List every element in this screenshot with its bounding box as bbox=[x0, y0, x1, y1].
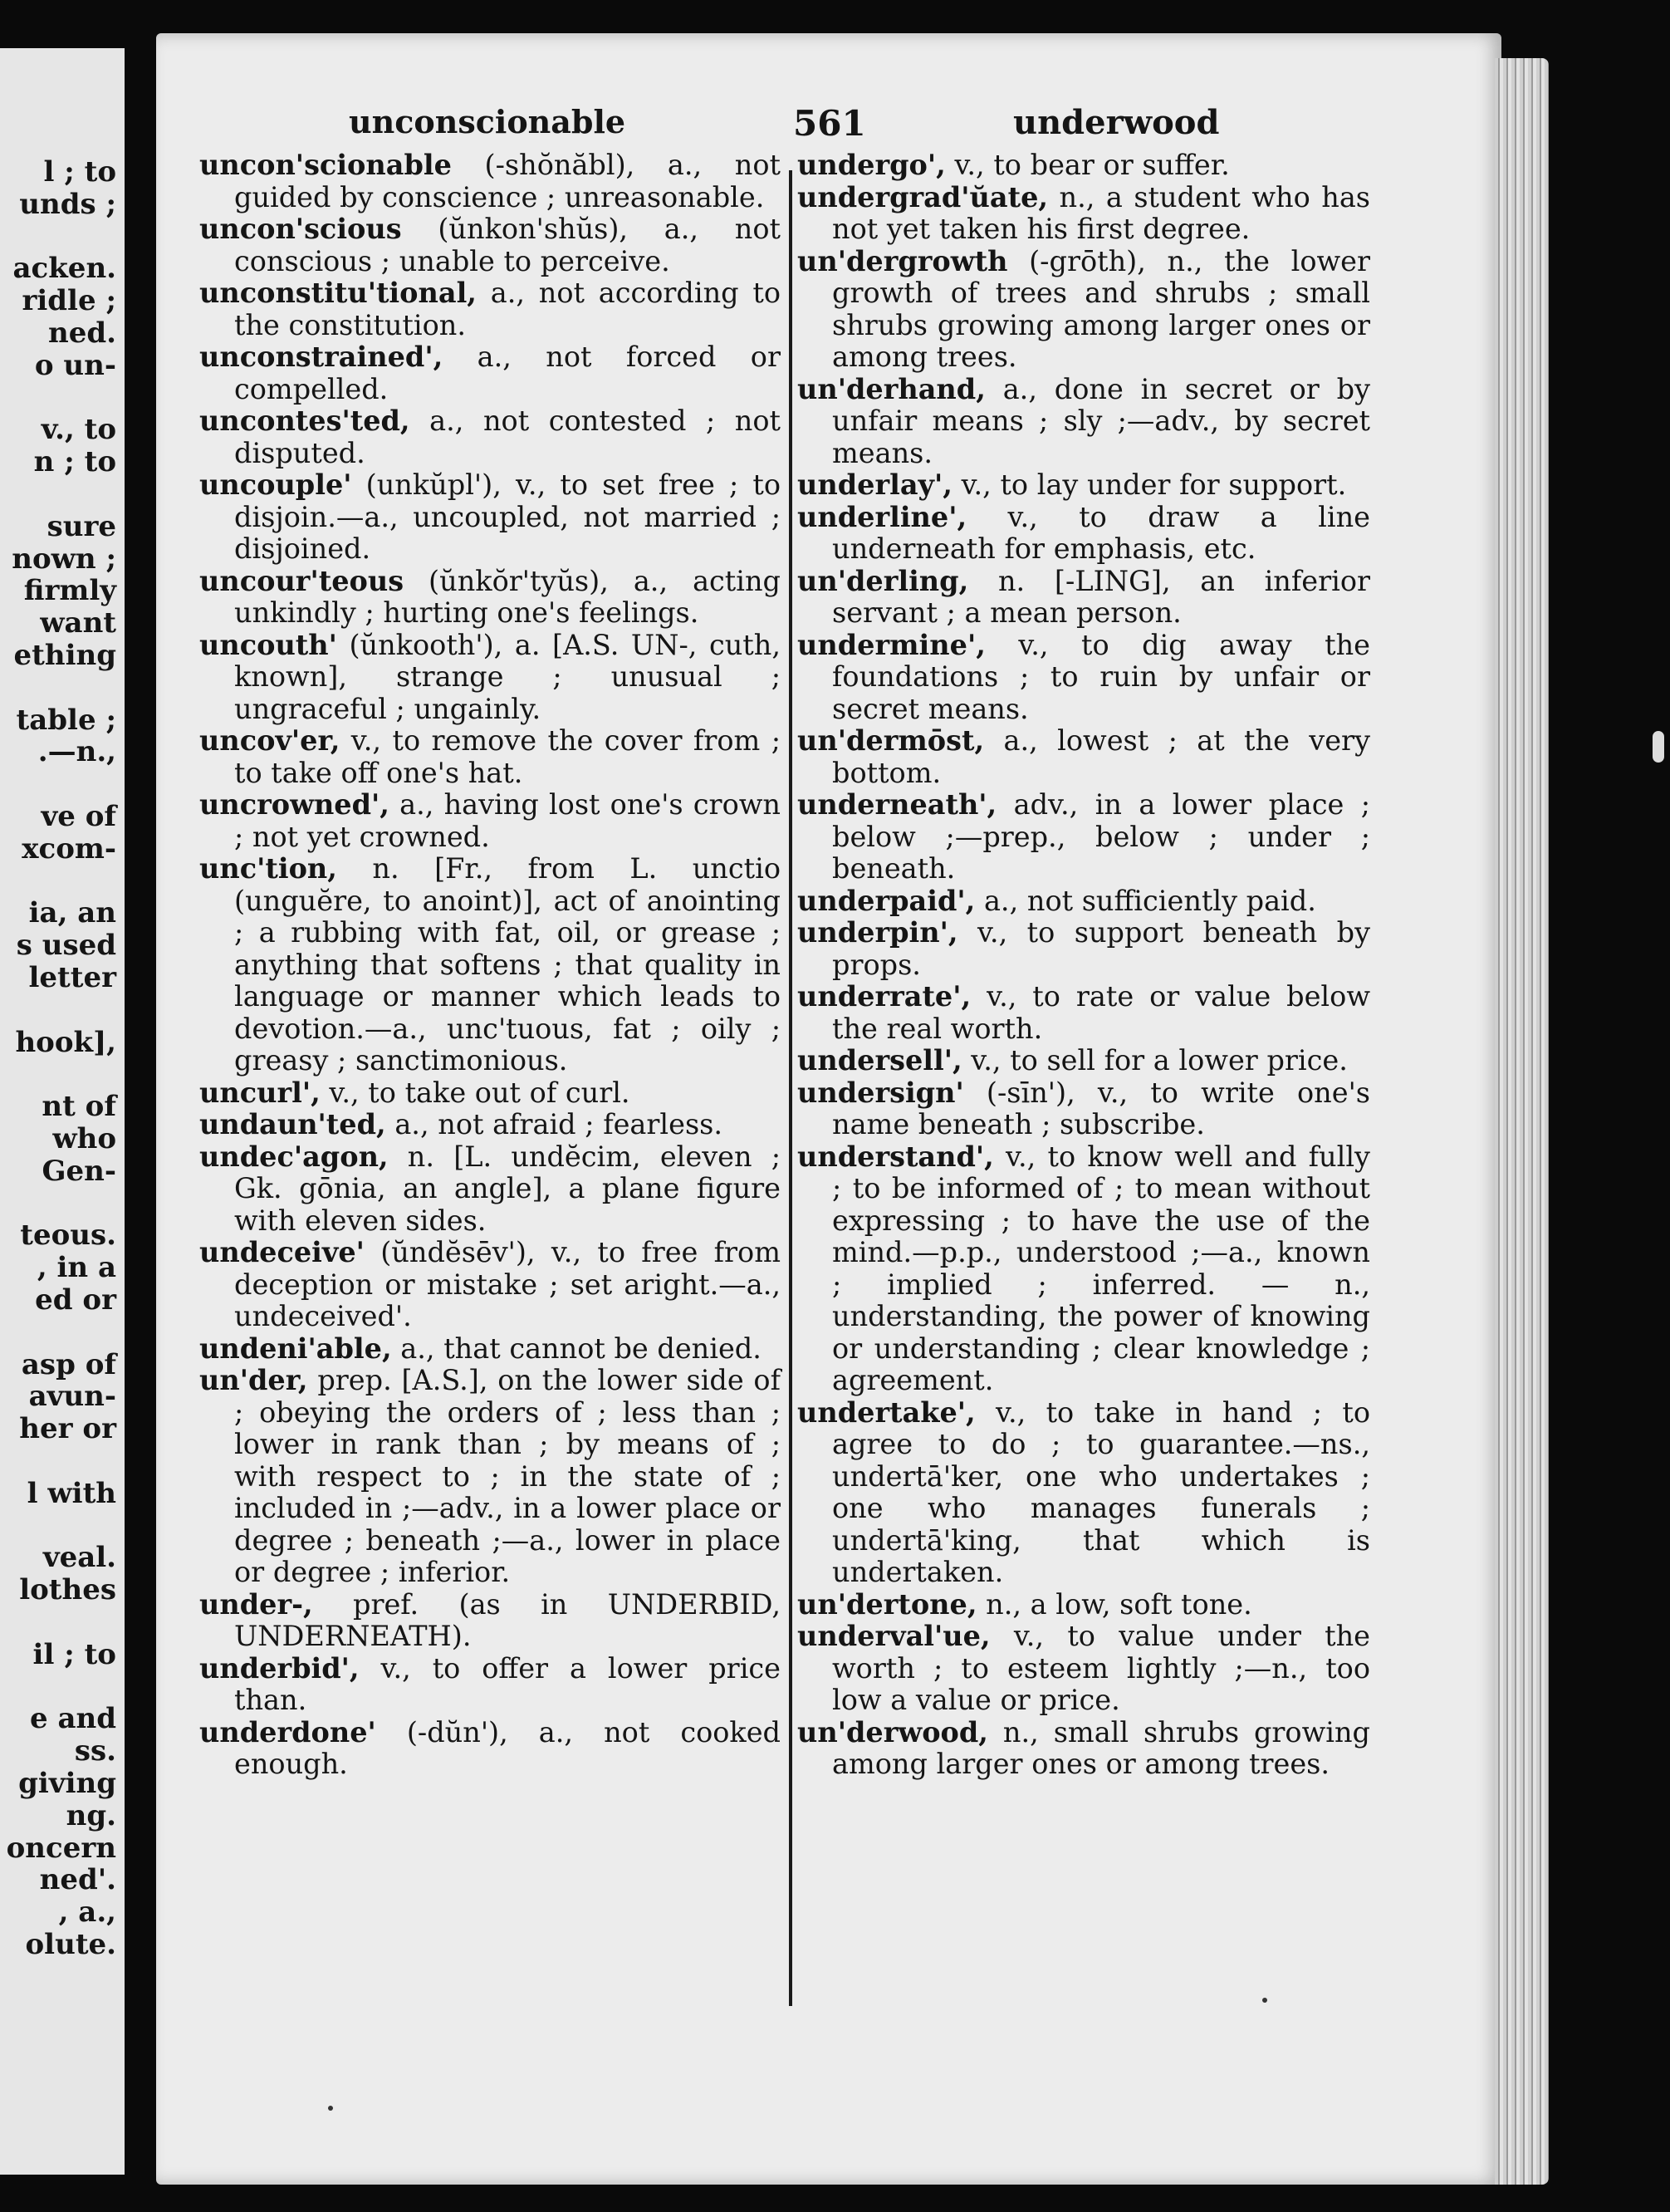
entry-definition: a., not afraid ; fearless. bbox=[385, 1108, 722, 1140]
entry-headword: unconstrained', bbox=[199, 341, 443, 373]
left-guide-word: unconscionable bbox=[349, 103, 626, 140]
dictionary-entry bbox=[199, 341, 781, 405]
entry-definition: prep. [A.S.], on the lower side of ; obeying the orders of ; less than ; lower in rank than ; by means of ; with respect to ; in the state of ; included in ;—adv., in a lower place or degree ; beneath ;—a., lower in place or degree ; inferior. bbox=[234, 1364, 781, 1588]
entry-definition: (ŭnkon'shŭs), a., not conscious ; unable to perceive. bbox=[234, 213, 781, 277]
dictionary-entry bbox=[199, 1365, 781, 1589]
left-page-fragment: ia, an bbox=[28, 896, 116, 930]
entry-definition: v., to bear or suffer. bbox=[945, 149, 1230, 181]
left-page-fragment: her or bbox=[19, 1412, 116, 1446]
entry-definition: n. [Fr., from L. unctio (unguĕre, to anoint)], act of anointing ; a rubbing with fat, oil, or grease ; anything that softens ; that quality in language or manner which leads to devotion.—a., unc'tuous, fat ; oily ; greasy ; sanctimonious. bbox=[234, 852, 781, 1077]
entry-headword: un'dergrowth bbox=[797, 244, 1008, 277]
dictionary-entry bbox=[199, 1077, 781, 1110]
right-guide-word: underwood bbox=[1013, 103, 1220, 142]
entry-definition: v., to take in hand ; to agree to do ; to guarantee.—ns., undertā'ker, one who undertakes ; one who manages funerals ; undertā'king, that which is undertaken. bbox=[832, 1395, 1370, 1588]
left-page-fragment: v., to bbox=[41, 413, 116, 447]
page-number: 561 bbox=[793, 103, 866, 144]
left-page-fragment: acken. bbox=[12, 252, 116, 286]
entry-definition: a., having lost one's crown ; not yet crowned. bbox=[234, 788, 781, 853]
entry-definition: v., to rate or value below the real worth. bbox=[832, 980, 1370, 1045]
left-page-fragment: ething bbox=[13, 639, 116, 672]
left-page-fragment: sure bbox=[47, 509, 116, 543]
left-page-fragment: s used bbox=[16, 929, 116, 963]
left-page-fragment: table ; bbox=[16, 703, 116, 737]
left-page-fragment: l ; to bbox=[43, 155, 116, 189]
entry-definition: (ŭnkooth'), a. [A.S. UN-, cuth, known], strange ; unusual ; ungraceful ; ungainly. bbox=[234, 628, 781, 725]
left-page-fragment: who bbox=[52, 1122, 116, 1155]
dictionary-entry bbox=[199, 630, 781, 726]
entry-headword: unconstitu'tional, bbox=[199, 277, 477, 309]
entry-headword: underbid', bbox=[199, 1651, 360, 1685]
scan-speck bbox=[1262, 1998, 1267, 2003]
entry-definition: a., not according to the constitution. bbox=[234, 277, 781, 341]
entry-headword: underneath', bbox=[797, 788, 997, 821]
entry-definition: v., to offer a lower price than. bbox=[234, 1651, 781, 1716]
dictionary-entry bbox=[797, 566, 1370, 630]
dictionary-entry bbox=[797, 1397, 1370, 1589]
left-page-fragment: giving bbox=[18, 1767, 116, 1800]
entry-definition: (-grōth), n., the lower growth of trees and shrubs ; small shrubs growing among larger ones or among trees. bbox=[832, 244, 1370, 373]
left-page-fragment: il ; to bbox=[32, 1637, 116, 1671]
page-edges bbox=[1495, 58, 1549, 2185]
left-page-fragment: , a., bbox=[58, 1896, 116, 1930]
entry-headword: underpaid', bbox=[797, 884, 976, 917]
dictionary-entry bbox=[199, 213, 781, 277]
entry-headword: undergo', bbox=[797, 149, 946, 181]
dictionary-entry bbox=[199, 1333, 781, 1366]
entry-definition: a., not forced or compelled. bbox=[234, 341, 781, 405]
entry-headword: undeceive' bbox=[199, 1236, 365, 1268]
dictionary-entry bbox=[797, 1621, 1370, 1717]
entry-definition: n., small shrubs growing among larger ones or among trees. bbox=[832, 1715, 1370, 1780]
entry-headword: un'dertone, bbox=[797, 1587, 977, 1621]
entry-headword: underval'ue, bbox=[797, 1620, 991, 1652]
dictionary-entry bbox=[797, 917, 1370, 981]
entry-headword: un'der, bbox=[199, 1364, 308, 1396]
dictionary-entry bbox=[797, 725, 1370, 789]
entry-definition: n., a student who has not yet taken his first degree. bbox=[832, 180, 1370, 245]
scan-speck bbox=[1653, 731, 1664, 763]
entry-definition: (ŭndĕsēv'), v., to free from deception or mistake ; set aright.—a., undeceived'. bbox=[234, 1236, 781, 1332]
entry-definition: (-shŏnăbl), a., not guided by conscience ; unreasonable. bbox=[234, 149, 781, 213]
dictionary-entry bbox=[199, 566, 781, 630]
entry-headword: under-, bbox=[199, 1587, 313, 1621]
entry-headword: uncrowned', bbox=[199, 788, 389, 821]
right-column bbox=[797, 150, 1370, 1781]
entry-headword: unc'tion, bbox=[199, 852, 337, 885]
entry-definition: v., to dig away the foundations ; to ruin by unfair or secret means. bbox=[832, 628, 1370, 725]
left-page-fragment: n ; to bbox=[33, 445, 116, 479]
entry-headword: undermine', bbox=[797, 628, 986, 661]
left-page-fragment: letter bbox=[28, 961, 116, 994]
entry-definition: (-dŭn'), a., not cooked enough. bbox=[234, 1715, 781, 1780]
entry-headword: undersign' bbox=[797, 1076, 964, 1109]
left-page-fragment: , in a bbox=[37, 1251, 116, 1285]
entry-definition: v., to lay under for support. bbox=[952, 468, 1347, 501]
entry-definition: n. [L. undĕcim, eleven ; Gk. gōnia, an angle], a plane figure with eleven sides. bbox=[234, 1140, 781, 1237]
entry-definition: a., not sufficiently paid. bbox=[975, 884, 1316, 917]
dictionary-entry bbox=[797, 885, 1370, 918]
entry-definition: n. [-LING], an inferior servant ; a mean person. bbox=[832, 564, 1370, 629]
dictionary-entry bbox=[797, 789, 1370, 885]
entry-definition: v., to know well and fully ; to be informed of ; to mean without expressing ; to have the use of the mind.—p.p., understood ;—a., known ; implied ; inferred. — n., understanding, the power of knowing or understanding ; clear knowledge ; agreement. bbox=[832, 1140, 1370, 1396]
dictionary-entry bbox=[797, 981, 1370, 1045]
left-page-fragment: ned'. bbox=[39, 1863, 116, 1897]
entry-definition: v., to draw a line underneath for emphasis, etc. bbox=[832, 500, 1370, 565]
entry-definition: v., to sell for a lower price. bbox=[962, 1044, 1348, 1077]
dictionary-entry bbox=[199, 1589, 781, 1653]
left-page-fragment: .—n., bbox=[37, 735, 116, 769]
dictionary-entry bbox=[199, 405, 781, 469]
entry-headword: un'derhand, bbox=[797, 372, 986, 405]
dictionary-entry bbox=[797, 150, 1370, 182]
left-page-fragment: hook], bbox=[15, 1025, 116, 1059]
dictionary-entry bbox=[199, 1109, 781, 1141]
dictionary-entry bbox=[199, 277, 781, 341]
dictionary-entry bbox=[199, 853, 781, 1077]
dictionary-entry bbox=[199, 150, 781, 213]
left-page-fragment: nown ; bbox=[12, 542, 116, 576]
entry-headword: uncov'er, bbox=[199, 724, 340, 757]
entry-headword: underlay', bbox=[797, 468, 953, 501]
left-page-fragment: veal. bbox=[42, 1541, 116, 1575]
entry-definition: pref. (as in UNDERBID, UNDERNEATH). bbox=[234, 1587, 781, 1652]
entry-headword: undertake', bbox=[797, 1395, 976, 1429]
dictionary-entry bbox=[199, 725, 781, 789]
entry-headword: un'derling, bbox=[797, 564, 969, 597]
left-page-fragment: ned. bbox=[48, 316, 116, 350]
dictionary-entry bbox=[797, 374, 1370, 470]
left-page-fragment: lothes bbox=[19, 1573, 116, 1607]
dictionary-entry bbox=[797, 246, 1370, 374]
entry-headword: uncon'scionable bbox=[199, 149, 452, 181]
left-page-fragment: ridle ; bbox=[22, 284, 116, 318]
left-page-fragment: o un- bbox=[34, 348, 116, 382]
entry-headword: uncurl', bbox=[199, 1076, 321, 1109]
scan-speck bbox=[328, 2106, 333, 2111]
entry-headword: undec'agon, bbox=[199, 1140, 389, 1173]
entry-definition: n., a low, soft tone. bbox=[977, 1587, 1252, 1621]
entry-headword: undersell', bbox=[797, 1044, 962, 1077]
left-page-fragment: want bbox=[40, 606, 116, 640]
left-page-fragment: ve of bbox=[41, 800, 116, 833]
entry-headword: understand', bbox=[797, 1140, 994, 1173]
dictionary-entry bbox=[199, 469, 781, 566]
entry-definition: a., that cannot be denied. bbox=[391, 1332, 762, 1365]
dictionary-entry bbox=[199, 1717, 781, 1781]
entry-headword: underline', bbox=[797, 500, 967, 533]
dictionary-entry bbox=[797, 182, 1370, 246]
entry-headword: uncontes'ted, bbox=[199, 405, 410, 437]
dictionary-entry bbox=[199, 1237, 781, 1333]
entry-headword: un'dermōst, bbox=[797, 724, 985, 757]
entry-headword: uncour'teous bbox=[199, 564, 404, 597]
entry-headword: underdone' bbox=[199, 1715, 376, 1749]
dictionary-entry bbox=[797, 1717, 1370, 1781]
column-divider bbox=[789, 170, 792, 2006]
left-page-fragment: l with bbox=[27, 1476, 116, 1510]
entry-definition: (unkŭpl'), v., to set free ; to disjoin.—a., uncoupled, not married ; disjoined. bbox=[234, 468, 781, 565]
dictionary-entry bbox=[797, 469, 1370, 502]
entry-definition: v., to value under the worth ; to esteem lightly ;—n., too low a value or price. bbox=[832, 1620, 1370, 1716]
entry-headword: undeni'able, bbox=[199, 1332, 392, 1365]
entry-headword: uncouth' bbox=[199, 628, 337, 661]
left-page-fragment: asp of bbox=[21, 1347, 116, 1381]
dictionary-entry bbox=[797, 1589, 1370, 1621]
dictionary-entry bbox=[797, 1045, 1370, 1077]
entry-headword: underpin', bbox=[797, 916, 958, 949]
left-page-fragment: ss. bbox=[74, 1734, 116, 1768]
left-page-fragment: ng. bbox=[66, 1798, 116, 1832]
left-page-fragment: oncern bbox=[6, 1831, 116, 1865]
left-page-fragment: xcom- bbox=[22, 831, 116, 866]
entry-headword: uncouple' bbox=[199, 468, 352, 501]
left-page-fragment: e and bbox=[30, 1702, 116, 1736]
entry-headword: undaun'ted, bbox=[199, 1108, 386, 1140]
left-page-fragment: Gen- bbox=[42, 1154, 116, 1188]
dictionary-entry bbox=[797, 1077, 1370, 1141]
entry-headword: undergrad'ŭate, bbox=[797, 180, 1049, 213]
entry-definition: a., lowest ; at the very bottom. bbox=[832, 724, 1370, 789]
adjacent-left-page bbox=[0, 48, 125, 2175]
left-page-fragment: nt of bbox=[42, 1090, 116, 1124]
entry-definition: (-sīn'), v., to write one's name beneath ; subscribe. bbox=[832, 1076, 1370, 1140]
left-column bbox=[199, 150, 781, 1781]
dictionary-entry bbox=[199, 1141, 781, 1238]
entry-definition: v., to support beneath by props. bbox=[832, 916, 1370, 981]
entry-definition: v., to remove the cover from ; to take off one's hat. bbox=[234, 724, 781, 789]
entry-definition: v., to take out of curl. bbox=[320, 1076, 630, 1109]
entry-headword: underrate', bbox=[797, 980, 972, 1013]
dictionary-entry bbox=[797, 630, 1370, 726]
left-page-fragment: unds ; bbox=[19, 187, 116, 221]
entry-definition: adv., in a lower place ; below ;—prep., below ; under ; beneath. bbox=[832, 788, 1370, 885]
dictionary-entry bbox=[797, 1141, 1370, 1397]
left-page-fragment: olute. bbox=[25, 1928, 116, 1961]
left-page-fragment: firmly bbox=[23, 574, 116, 608]
entry-definition: (ŭnkŏr'tyŭs), a., acting unkindly ; hurting one's feelings. bbox=[234, 564, 781, 629]
entry-headword: uncon'scious bbox=[199, 213, 402, 245]
dictionary-entry bbox=[797, 502, 1370, 566]
page-header bbox=[183, 103, 1221, 153]
left-page-fragment: teous. bbox=[20, 1219, 116, 1253]
dictionary-entry bbox=[199, 1653, 781, 1717]
entry-headword: un'derwood, bbox=[797, 1715, 988, 1749]
left-page-fragment: avun- bbox=[28, 1380, 116, 1414]
entry-definition: a., done in secret or by unfair means ; sly ;—adv., by secret means. bbox=[832, 372, 1370, 469]
left-page-fragment: ed or bbox=[35, 1283, 116, 1317]
dictionary-entry bbox=[199, 789, 781, 853]
entry-definition: a., not contested ; not disputed. bbox=[234, 405, 781, 469]
